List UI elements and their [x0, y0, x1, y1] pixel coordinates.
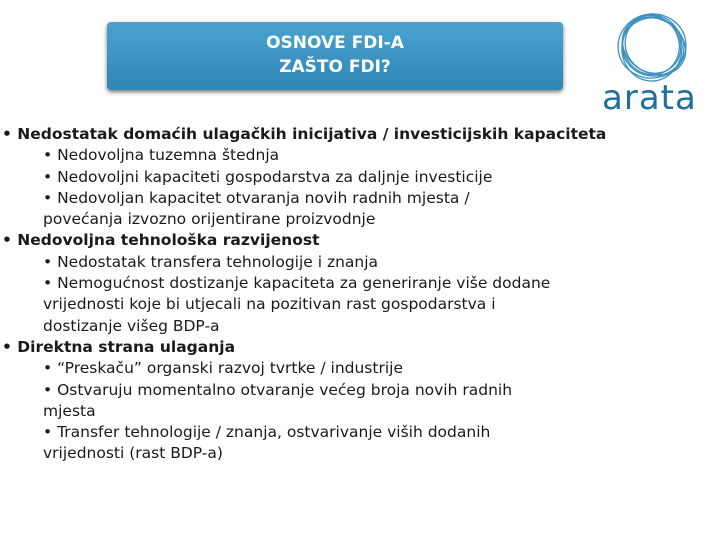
bullet-item: • Nedovoljna tuzemna štednja [43, 146, 280, 165]
bullet-item: • Nemogućnost dostizanje kapaciteta za generiranje više dodane [43, 274, 551, 293]
slide-content [2, 124, 714, 465]
bullet-item: • Ostvaruju momentalno otvaranje većeg broja novih radnih [43, 380, 513, 399]
bullet-item: • “Preskaču” organski razvoj tvrtke / industrije [43, 359, 403, 378]
section-heading: • Nedostatak domaćih ulagačkih inicijativa / investicijskih kapaciteta [2, 125, 607, 143]
bullet-item-continuation: vrijednosti koje bi utjecali na pozitivan rast gospodarstva i [43, 295, 496, 314]
bullet-item-continuation: dostizanje višeg BDP-a [43, 316, 220, 335]
section-heading: • Direktna strana ulaganja [2, 337, 236, 356]
section-heading: • Nedovoljna tehnološka razvijenost [2, 231, 320, 250]
title-line-1: OSNOVE FDI-A [266, 33, 404, 53]
title-line-2: ZAŠTO FDI? [279, 57, 391, 77]
title-banner [107, 22, 563, 90]
bullet-item-continuation: povećanja izvozno orijentirane proizvodnje [43, 210, 376, 229]
bullet-item-continuation: mjesta [43, 401, 96, 420]
bullet-item-continuation: vrijednosti (rast BDP-a) [43, 444, 223, 463]
logo-text: arata [602, 78, 697, 118]
bullet-item: • Nedovoljan kapacitet otvaranja novih radnih mjesta / [43, 188, 470, 207]
bullet-item: • Nedovoljni kapaciteti gospodarstva za daljnje investicije [43, 167, 493, 186]
bullet-item: • Nedostatak transfera tehnologije i znanja [43, 252, 379, 271]
bullet-item: • Transfer tehnologije / znanja, ostvarivanje viših dodanih [43, 423, 491, 442]
